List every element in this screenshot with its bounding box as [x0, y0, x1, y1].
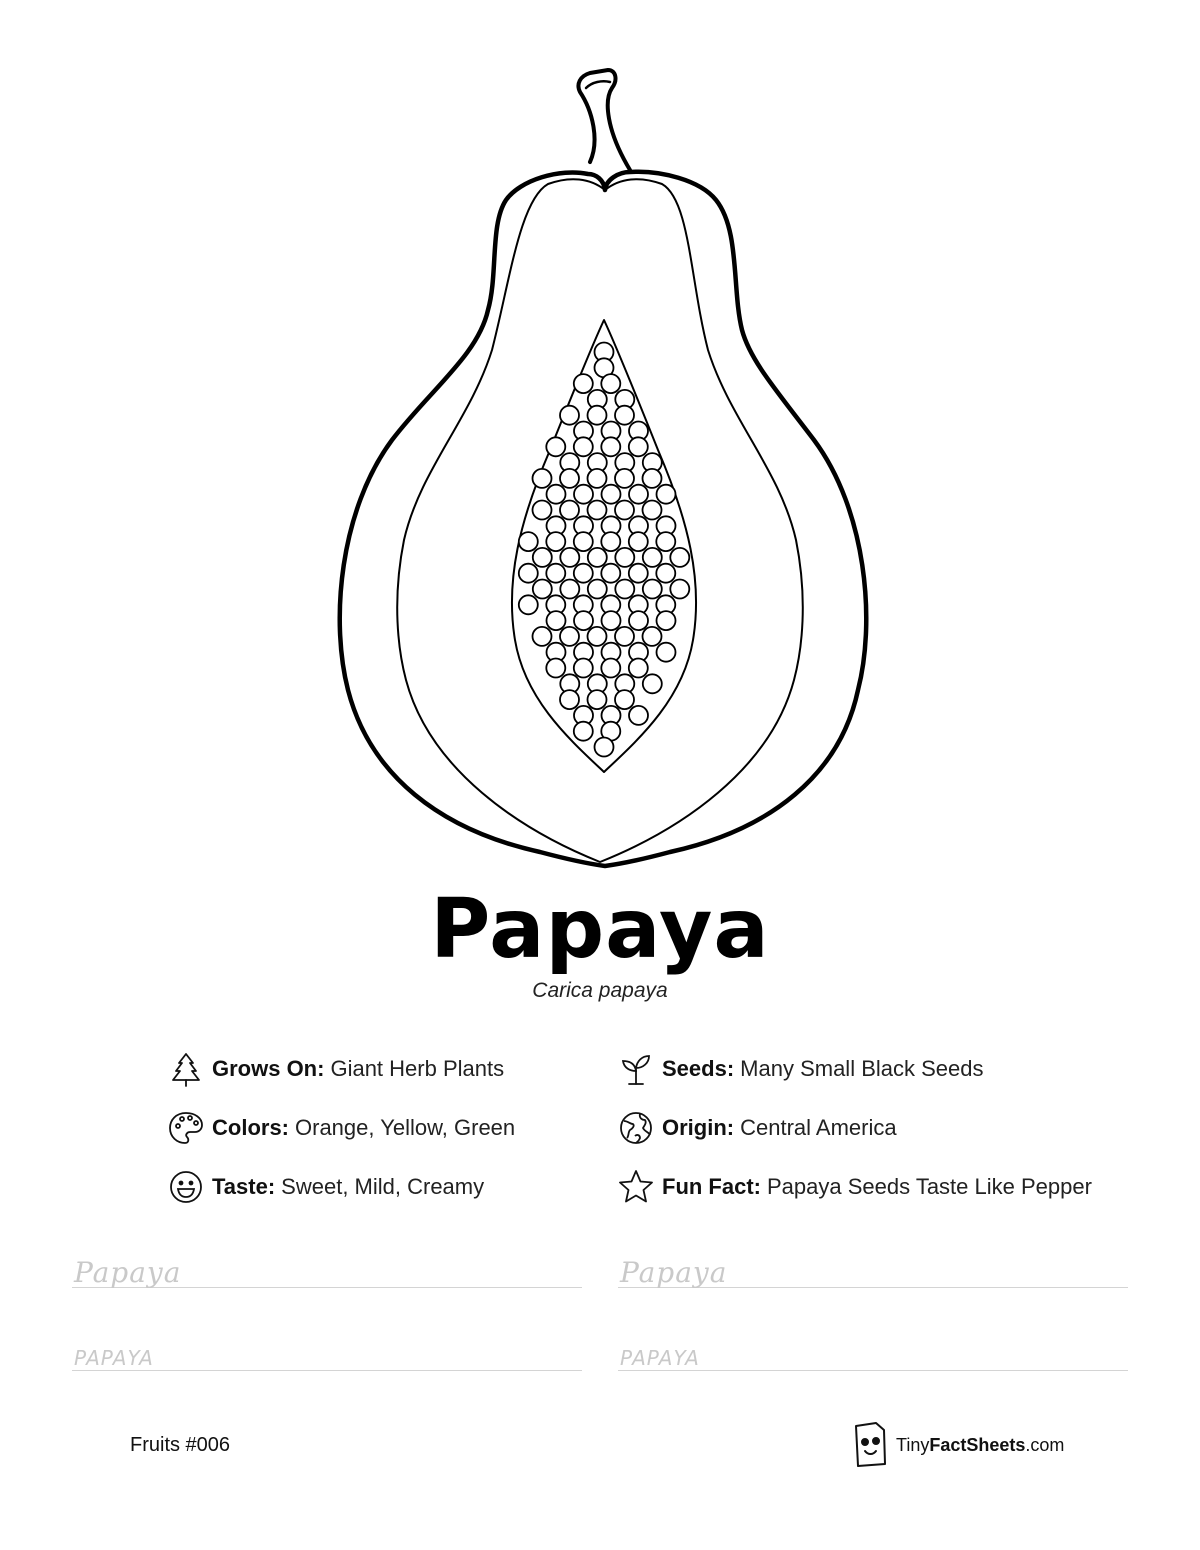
papaya-seed — [533, 548, 552, 567]
papaya-seed — [629, 532, 648, 551]
papaya-seed — [574, 485, 593, 504]
papaya-outline — [340, 172, 867, 866]
fact-seeds — [616, 1049, 983, 1089]
papaya-seed — [588, 469, 607, 488]
sprout-icon — [616, 1049, 656, 1089]
papaya-seed — [588, 580, 607, 599]
papaya-seed — [643, 674, 662, 693]
papaya-seed — [657, 643, 676, 662]
brand-logo — [852, 1420, 1064, 1470]
papaya-seed — [615, 548, 634, 567]
tracing-line-cursive[interactable] — [72, 1247, 582, 1288]
papaya-seed — [533, 580, 552, 599]
papaya-seed — [670, 548, 689, 567]
papaya-seed — [560, 580, 579, 599]
brand-name: TinyFactSheets.com — [896, 1434, 1065, 1455]
papaya-seed — [519, 532, 538, 551]
fact-value: Orange, Yellow, Green — [295, 1115, 516, 1140]
papaya-seed — [615, 627, 634, 646]
tracing-guide-text: Papaya — [74, 1256, 182, 1289]
papaya-seed — [574, 659, 593, 678]
papaya-seed — [574, 437, 593, 456]
papaya-seed — [615, 469, 634, 488]
papaya-seed — [560, 501, 579, 520]
fact-grows-on — [166, 1049, 504, 1089]
papaya-seed — [629, 659, 648, 678]
papaya-seed — [533, 501, 552, 520]
tracing-line-cursive[interactable] — [618, 1247, 1128, 1288]
papaya-seed — [643, 627, 662, 646]
papaya-seed — [629, 437, 648, 456]
sheet-mascot-icon — [852, 1420, 888, 1470]
papaya-seed — [533, 627, 552, 646]
papaya-seed — [601, 659, 620, 678]
papaya-seed — [588, 406, 607, 425]
papaya-seed — [546, 437, 565, 456]
smile-icon — [166, 1167, 206, 1207]
tracing-guide-text: PAPAYA — [74, 1346, 154, 1370]
fact-label: Taste: — [212, 1174, 276, 1199]
fact-label: Fun Fact: — [662, 1174, 761, 1199]
papaya-seed — [546, 532, 565, 551]
papaya-seed — [629, 706, 648, 725]
papaya-seed — [588, 690, 607, 709]
papaya-seed — [602, 485, 621, 504]
papaya-seed — [546, 564, 565, 583]
papaya-seed — [547, 611, 566, 630]
papaya-stem — [578, 70, 630, 170]
papaya-seed — [656, 564, 675, 583]
papaya-flesh — [397, 179, 803, 862]
fact-fun-fact — [616, 1167, 1092, 1207]
papaya-seed — [643, 501, 662, 520]
papaya-seed — [533, 469, 552, 488]
fact-label: Grows On: — [212, 1056, 325, 1081]
papaya-seed — [615, 580, 634, 599]
fact-colors — [166, 1108, 515, 1148]
fact-label: Seeds: — [662, 1056, 735, 1081]
fruit-title: Papaya — [430, 882, 770, 977]
fact-origin — [616, 1108, 897, 1148]
tracing-guide-text: Papaya — [620, 1256, 728, 1289]
tracing-line-caps[interactable] — [618, 1330, 1128, 1371]
globe-icon — [616, 1108, 656, 1148]
palette-icon — [166, 1108, 206, 1148]
papaya-seed — [588, 501, 607, 520]
papaya-seed — [615, 406, 634, 425]
papaya-seed — [643, 548, 662, 567]
series-number: Fruits #006 — [130, 1434, 231, 1456]
papaya-seed — [643, 580, 662, 599]
star-icon — [616, 1167, 656, 1207]
tracing-guide-text: PAPAYA — [620, 1346, 700, 1370]
papaya-seed — [560, 690, 579, 709]
papaya-seed — [601, 532, 620, 551]
papaya-seed — [588, 548, 607, 567]
papaya-seed — [656, 532, 675, 551]
papaya-seed — [519, 564, 538, 583]
fact-value: Papaya Seeds Taste Like Pepper — [767, 1174, 1092, 1199]
papaya-seed — [629, 611, 648, 630]
papaya-seed — [615, 690, 634, 709]
papaya-seed — [601, 564, 620, 583]
papaya-seed — [602, 611, 621, 630]
papaya-seed — [629, 564, 648, 583]
scientific-name: Carica papaya — [532, 979, 668, 1002]
papaya-seed — [574, 564, 593, 583]
papaya-seed — [560, 406, 579, 425]
papaya-seed — [560, 627, 579, 646]
papaya-seed — [519, 595, 538, 614]
fact-taste — [166, 1167, 484, 1207]
papaya-seed — [546, 659, 565, 678]
papaya-seed — [560, 469, 579, 488]
papaya-seed — [574, 532, 593, 551]
papaya-seed — [547, 485, 566, 504]
papaya-seed — [595, 738, 614, 757]
papaya-seed — [657, 611, 676, 630]
papaya-seed — [615, 501, 634, 520]
papaya-seed — [601, 437, 620, 456]
fact-value: Giant Herb Plants — [330, 1056, 505, 1081]
papaya-seed — [574, 374, 593, 393]
fact-value: Central America — [740, 1115, 897, 1140]
tracing-line-caps[interactable] — [72, 1330, 582, 1371]
papaya-seed — [560, 548, 579, 567]
fact-label: Colors: — [212, 1115, 289, 1140]
papaya-seed — [574, 611, 593, 630]
papaya-seed — [574, 722, 593, 741]
papaya-seed — [657, 485, 676, 504]
papaya-seed — [601, 374, 620, 393]
papaya-seed — [629, 485, 648, 504]
fact-label: Origin: — [662, 1115, 735, 1140]
papaya-seed — [643, 469, 662, 488]
papaya-seed — [588, 627, 607, 646]
papaya-seed — [670, 580, 689, 599]
fact-value: Sweet, Mild, Creamy — [281, 1174, 485, 1199]
tree-icon — [166, 1049, 206, 1089]
papaya-seeds — [519, 343, 690, 757]
fact-value: Many Small Black Seeds — [740, 1056, 984, 1081]
